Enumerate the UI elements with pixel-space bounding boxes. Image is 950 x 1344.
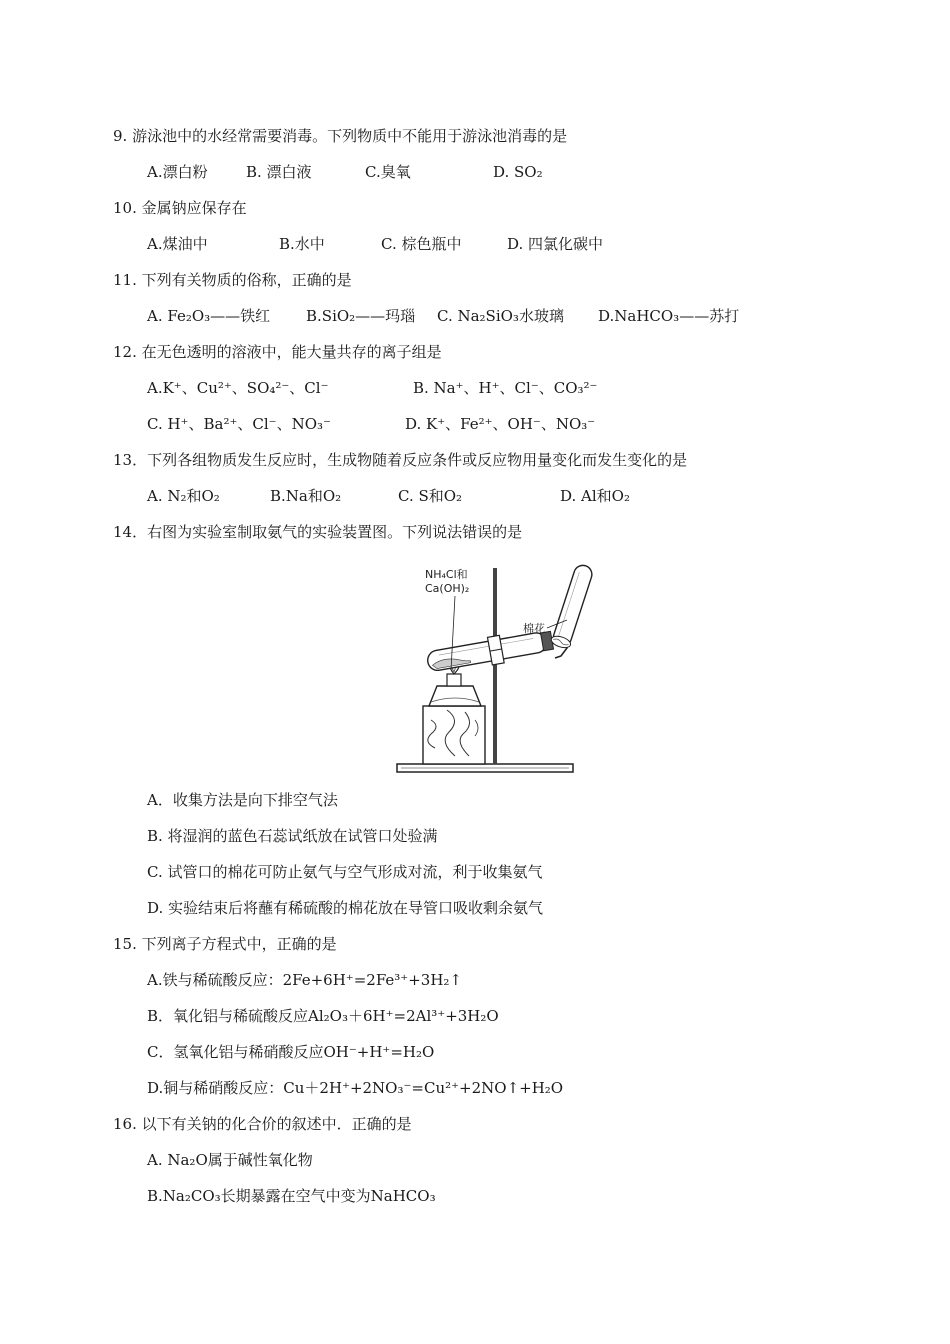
question-15-option-d: D.铜与稀硝酸反应：Cu＋2H⁺+2NO₃⁻=Cu²⁺+2NO↑+H₂O [147,1079,564,1097]
question-12-stem: 12. 在无色透明的溶液中，能大量共存的离子组是 [113,343,442,361]
question-9-option-d: D. SO₂ [493,163,543,181]
question-14-option-c: C. 试管口的棉花可防止氨气与空气形成对流，利于收集氨气 [147,863,543,881]
question-11-option-d: D.NaHCO₃——苏打 [598,307,740,325]
question-16-option-a: A. Na₂O属于碱性氧化物 [147,1151,313,1169]
reagent-label-line-1: NH₄Cl和 [425,568,468,581]
question-15-stem: 15. 下列离子方程式中，正确的是 [113,935,337,953]
question-14-option-b: B. 将湿润的蓝色石蕊试纸放在试管口处验满 [147,827,438,845]
question-11-option-a: A. Fe₂O₃——铁红 [147,307,271,325]
cotton-label: 棉花 [523,622,545,635]
question-10-stem: 10. 金属钠应保存在 [113,199,247,217]
ammonia-apparatus-figure [395,560,595,778]
question-13-stem: 13．下列各组物质发生反应时，生成物随着反应条件或反应物用量变化而发生变化的是 [113,451,688,469]
question-12-option-c: C. H⁺、Ba²⁺、Cl⁻、NO₃⁻ [147,415,331,433]
question-11-stem: 11. 下列有关物质的俗称，正确的是 [113,271,352,289]
question-16-option-b: B.Na₂CO₃长期暴露在空气中变为NaHCO₃ [147,1187,436,1205]
reagent-label-line-2: Ca(OH)₂ [425,582,470,595]
question-13-option-c: C. S和O₂ [398,487,463,505]
question-12-option-d: D. K⁺、Fe²⁺、OH⁻、NO₃⁻ [405,415,596,433]
question-10-option-c: C. 棕色瓶中 [381,235,462,253]
question-9-option-a: A.漂白粉 [147,163,208,181]
question-13-option-a: A. N₂和O₂ [147,487,220,505]
question-11-option-c: C. Na₂SiO₃水玻璃 [437,307,564,325]
question-15-option-b: B．氧化铝与稀硫酸反应Al₂O₃＋6H⁺=2Al³⁺+3H₂O [147,1007,499,1025]
question-10-option-d: D. 四氯化碳中 [507,235,604,253]
question-15-option-a: A.铁与稀硫酸反应：2Fe+6H⁺=2Fe³⁺+3H₂↑ [147,971,463,989]
question-9-option-b: B. 漂白液 [246,163,312,181]
question-13-option-b: B.Na和O₂ [270,487,342,505]
question-9-stem: 9. 游泳池中的水经常需要消毒。下列物质中不能用于游泳池消毒的是 [113,127,568,145]
question-9-option-c: C.臭氧 [365,163,411,181]
question-16-stem: 16. 以下有关钠的化合价的叙述中．正确的是 [113,1115,412,1133]
question-10-option-b: B.水中 [279,235,325,253]
question-14-option-d: D. 实验结束后将蘸有稀硫酸的棉花放在导管口吸收剩余氨气 [147,899,544,917]
question-13-option-d: D. Al和O₂ [560,487,630,505]
question-11-option-b: B.SiO₂——玛瑙 [306,307,416,325]
question-12-option-a: A.K⁺、Cu²⁺、SO₄²⁻、Cl⁻ [147,379,329,397]
question-12-option-b: B. Na⁺、H⁺、Cl⁻、CO₃²⁻ [413,379,598,397]
question-14-option-a: A．收集方法是向下排空气法 [147,791,338,809]
question-14-stem: 14．右图为实验室制取氨气的实验装置图。下列说法错误的是 [113,523,523,541]
question-15-option-c: C．氢氧化铝与稀硝酸反应OH⁻+H⁺=H₂O [147,1043,435,1061]
question-10-option-a: A.煤油中 [147,235,208,253]
